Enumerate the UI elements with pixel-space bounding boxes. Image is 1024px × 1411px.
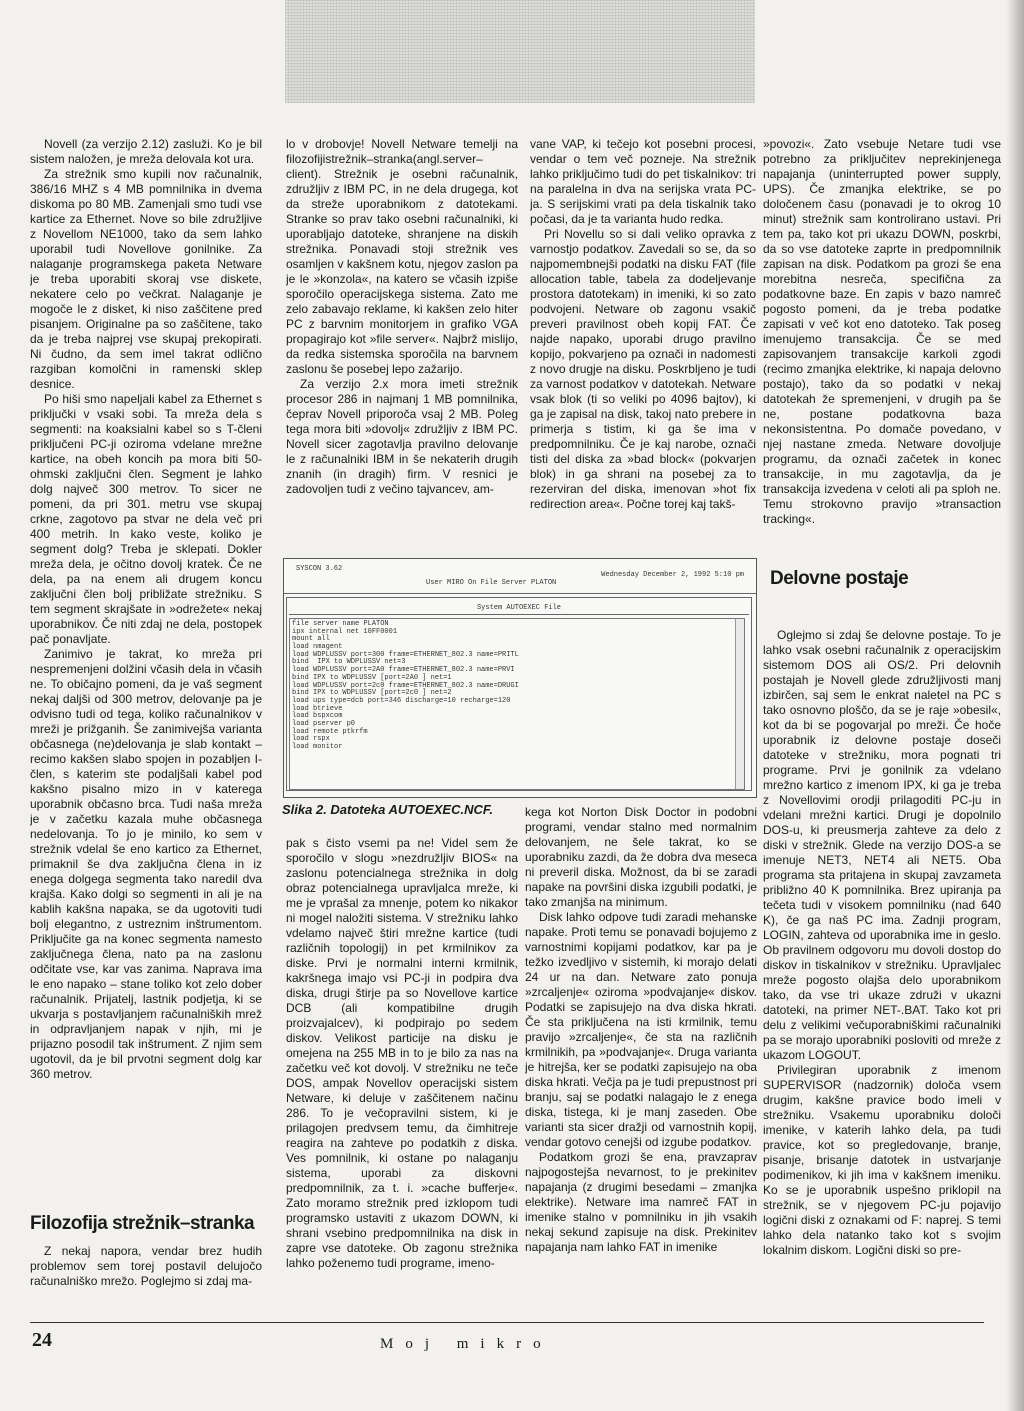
code-line: ipx internal net 10FF0001 <box>292 627 398 636</box>
syscon-date: Wednesday December 2, 1992 5:10 pm <box>601 571 744 579</box>
paragraph: vane VAP, ki tečejo kot posebni procesi, vendar o tem več pozneje. Na strežnik lahko priključimo tudi do pet tiskalnikov: tri na paralelna in dva na serijska vrata PC-ja. S serijskimi vrati pa dela tiskalnik tako počasi, da je ta varianta hudo redka. <box>530 137 756 226</box>
column-3-continued <box>525 805 757 1319</box>
paragraph: pak s čisto vsemi pa ne! Videl sem že sporočilo v slogu »nezdružljiv BIOS« na zaslonu potencialnega strežnika in dolg obraz potencialnega upravljalca mreže, ki me je vprašal za mnenje, potem ko nikakor ni mogel naložiti sistema. V strežniku lahko vdelamo največ štiri mrežne kartice (tudi različnih topologij) in pet krmilnikov za diske. Prvi je normalni interni krmilnik, kakršnega imajo vsi PC-ji in podpira dva diska, drugi štirje pa so Novellove kartice DCB (ali kompatibilne drugih proizvajalcev), ki podpirajo po sedem diskov. Velikost particije na disku je omejena na 255 MB in to je bilo za nas na začetku več kot dovolj. V strežniku ne teče DOS, ampak Novellov operacijski sistem Netware, ki deluje v zaščitenem načinu 286. To je večopravilni sistem, ki je prilagojen predvsem temu, da čimhitreje reagira na zahteve po podatkih z diska. Ves pomnilnik, ki ostane po nalaganju sistema, uporabi za diskovni predpomnilnik, za t. i. »cache bufferje«. Zato moramo strežnik pred izklopom tudi programsko ustaviti z ukazom DOWN, ki shrani vsebino predpomnilnika na disk in zapre vse datoteke. Ob zagonu strežnika lahko poženemo tudi programe, imeno- <box>286 836 518 1270</box>
column-2-continued <box>286 836 518 1319</box>
column-4-continued <box>763 628 1001 1319</box>
figure-caption: Slika 2. Datoteka AUTOEXEC.NCF. <box>282 802 493 817</box>
autoexec-file-window <box>286 597 752 791</box>
paragraph: Za verzijo 2.x mora imeti strežnik procesor 286 in najmanj 1 MB pomnilnika, čeprav Novell priporoča vsaj 2 MB. Poleg tega mora biti »dovolj« združljiv z IBM PC. Novell sicer zagotavlja pravilno delovanje le z računalniki IBM in še nekaterih drugih znanih (in dragih) firm. V resnici je zadovoljen tudi z večino tajvancev, am- <box>286 377 518 496</box>
code-line: load remote ptkrfm <box>292 727 368 736</box>
code-line: load bspxcom <box>292 712 343 721</box>
column-4 <box>763 137 1001 557</box>
paragraph: Privilegiran uporabnik z imenom SUPERVISOR (nadzornik) določa vsem drugim, kakšne pravice bodo imeli v strežniku. Vsakemu uporabniku določi imenike, v katerih lahko dela, pa tudi pravice, kot so pregledovanje, branje, pisanje, brisanje datotek in ustvarjanje podimenikov, ki jih ima v kakšnem imeniku. Ko se je uporabnik uspešno priklopil na strežnik, se v njegovem PC-ju pojavijo logični diski z oznakami od F: naprej. S temi lahko dela natanko tako kot s svojim lokalnim diskom. Logični diski so pre- <box>763 1063 1001 1257</box>
code-line: load monitor <box>292 743 343 751</box>
code-line: bind IPX to WDPLUSSV [port=2A0 ] net=1 <box>292 673 452 682</box>
paragraph: Zanimivo je takrat, ko mreža pri nespremenjeni dolžini včasih dela in včasih ne. To običajno pomeni, da je vaš segment nekaj daljši od 300 metrov, delovanje pa je odvisno tudi od tega, koliko računalnikov v mreži je prižganih. Še zanimivejša varianta občasnega (ne)delovanja je slab kontakt – recimo kakšen slabo spojen in pozabljen I-člen, s katerim ste podaljšali kabel pod kakšno pisalno mizo in v katerega uporabnik občasno brca. Tudi naša mreža je v začetku kazala muhe občasnega nedelovanja. To jo je minilo, ko sem v strežnik vdelal še eno kartico za Ethernet, primaknil še dva zaključna člena in iz enega dolgega segmenta tako naredil dva krajša. Kako dolgi so segmenti in ali je na kablih kakšna napaka, se da ugotoviti tudi bolj elegantno, z ustreznim inštrumentom. Priključite ga na konec segmenta namesto zaključnega člena, nato pa na zaslonu odčitate vse, kar vas zanima. Naprava ima le eno napako – stane toliko kot zelo dober računalnik. Prijatelj, lastnik podjetja, ki se ukvarja s postavljanjem računalniških mrež in odpravljanjem napak v njih, mi je prijazno posodil tak inštrument. Z njim sem ugotovil, da je bil prvotni segment dolg kar 360 metrov. <box>30 647 262 1081</box>
page-number: 24 <box>32 1329 52 1351</box>
paragraph: Z nekaj napora, vendar brez hudih problemov sem torej postavil delujočo računalniško mrežo. Poglejmo si zdaj ma- <box>30 1244 262 1288</box>
syscon-header <box>288 563 748 593</box>
paragraph: Oglejmo si zdaj še delovne postaje. To je lahko vsak osebni računalnik z operacijskim sistemom DOS ali OS/2. Pri delovnih postajah je Novell glede združljivosti manj izbirčen, saj sem le enkrat naletel na PC s tako osnovno ploščo, da se je raje »obesil«, kot da bi se pogovarjal po mreži. Če hoče uporabnik iz delovne postaje doseči datoteke v strežniku, mora pognati tri programe. Prvi je gonilnik za vdelano mrežno kartico z imenom IPX, ki ga je treba z Novellovimi orodji prilagoditi PC-ju in vdelani mrežni kartici. Drugi je dopolnilo DOS-u, ki preusmerja zahteve za delo z diski v strežnik. Glede na verzijo DOS-a se imenuje NET3, NET4 ali NET5. Oba programa sta pritajena in skupaj zavzameta približno 40 K pomnilnika. Brez upiranja pa tečeta tudi v visokem pomnilniku (nad 640 K), če ga naš PC ima. Zadnji program, LOGIN, zahteva od uporabnika ime in geslo. Ob pravilnem odgovoru mu dovoli dostop do diskov in tiskalnikov v strežniku. Upravljalec mreže pogosto olajša delo uporabnikom tako, da vse tri ukaze združi v ukazni datoteki, na primer NET-.BAT. Tako kot pri delu z velikimi večuporabniškimi računalniki pa se morajo uporabniki posloviti od mreže z ukazom LOGOUT. <box>763 628 1001 1062</box>
code-line: file server name PLATON <box>292 620 389 628</box>
paragraph: kega kot Norton Disk Doctor in podobni programi, vendar stalno med normalnim delovanjem, ne šele takrat, ko se uporabniku zazdi, da že dobra dva meseca ni preveril diska. Možnost, da bi se zaradi napake na površini diska izgubili podatki, je tako zmanjša na minimum. <box>525 805 757 909</box>
divider <box>284 593 756 594</box>
footer-rule <box>30 1322 984 1323</box>
section-heading-delovne-postaje: Delovne postaje <box>770 568 909 589</box>
column-3 <box>530 137 756 542</box>
syscon-user: User MIRO On File Server PLATON <box>426 579 557 587</box>
file-window-title: System AUTOEXEC File <box>476 604 561 612</box>
column-1-tail <box>30 1244 262 1324</box>
code-line: load ups type=dcb port=346 discharge=10 recharge=120 <box>292 696 511 705</box>
column-1 <box>30 137 262 1212</box>
paragraph: Novell (za verzijo 2.12) zasluži. Ko je bil sistem naložen, je mreža delovala kot ura. <box>30 137 262 166</box>
paragraph: Podatkom grozi še ena, pravzaprav najpogostejša nevarnost, to je prekinitev napajanja (z drugimi besedami – zmanjka elektrike). Netware ima namreč FAT in imenike stalno v pomnilniku in jih vsakih nekaj sekund zapisuje na disk. Prekinitev napajanja nam lahko FAT in imenike <box>525 1150 757 1254</box>
code-line: load pserver p0 <box>292 719 356 728</box>
section-heading-filozofija: Filozofija strežnik–stranka <box>30 1213 255 1234</box>
magazine-name: Moj mikro <box>380 1336 553 1352</box>
code-line: load WDPLUSSV port=2A0 frame=ETHERNET_802.3 name=PRVI <box>292 666 515 675</box>
code-line: load btrieve <box>292 704 343 713</box>
paragraph: lo v drobovje! Novell Netware temelji na filozofijistrežnik–stranka(angl.server–client). Strežnik je osebni računalnik, združljiv z IBM PC, in ne dela drugega, kot da streže uporabnikom z datotekami. Stranke so prav tako osebni računalniki, ki uporabljajo datoteke, shranjene na diskih strežnika. Ponavadi stoji strežnik ves osamljen v kakšnem kotu, njegov zaslon pa je le »konzola«, na katero se včasih izpiše sporočilo operacijskega sistema. Zato me zelo zabavajo reklame, ki kakšen zelo hiter PC z barvnim monitorjem in grafiko VGA propagirajo kot »file server«. Najbrž mislijo, da redka sistemska sporočila na barvnem zaslonu še posebej lepo zažarijo. <box>286 137 518 376</box>
divider <box>289 614 749 615</box>
code-line: bind IPX to WDPLUSSV net=3 <box>292 658 406 667</box>
code-line: load WDPLUSSV port=300 frame=ETHERNET_802.3 name=PRITL <box>292 650 519 659</box>
page-edge-shadow <box>1006 0 1024 1411</box>
paragraph: Po hiši smo napeljali kabel za Ethernet s priključki v vsaki sobi. Ta mreža dela s segmenti: na koaksialni kabel so s T-členi priključeni PC-ji oziroma vdelane mrežne kartice, na obeh koncih pa mora biti 50-ohmski zaključni člen. Segment je lahko dolg največ 300 metrov. To sicer ne pomeni, da pri 301. metru vse skupaj crkne, zagotovo pa stvar ne dela več pri 400 metrih. In kako veste, koliko je segment dolg? Treba je sklepati. Dokler mreža dela, je očitno dovolj kratek. Če ne dela, pa na enem ali drugem koncu zaključni člen bolj približate strežniku. S tem segment skrajšate in »odrežete« nekaj uporabnikov. Če niti zdaj ne dela, postopek pač ponavljate. <box>30 392 262 646</box>
paragraph: Pri Novellu so si dali veliko opravka z varnostjo podatkov. Zavedali so se, da so najpomembnejši podatki na disku FAT (file allocation table, tabela za dodeljevanje prostora datotekam) in imeniki, ki so zato podvojeni. Netware ob zagonu vsakič preveri pravilnost obeh kopij FAT. Če najde napako, uporabi drugo pravilno kopijo, pokvarjeno pa označi in nadomesti z novo drugje na disku. Poskrbljeno je tudi za varnost podatkov v datotekah. Netware vsak blok (ti so veliki po 4096 bajtov), ki ga je zapisal na disk, takoj nato prebere in primerja s tistim, ki ga še ima v predpomnilniku. Če je kaj narobe, označi tisti del diska za »bad block« (pokvarjen blok) in ga shrani na posebej za to rezerviran del diska, imenovan »hot fix redirection area«. Počne torej kaj takš- <box>530 227 756 511</box>
scrollbar <box>735 619 744 789</box>
syscon-screenshot <box>283 558 757 798</box>
file-lines <box>292 621 732 752</box>
code-line: load nmagent <box>292 643 343 652</box>
code-line: load WDPLUSSV port=2c0 frame=ETHERNET_802.3 name=DRUGI <box>292 681 519 690</box>
top-photo-block <box>285 0 755 103</box>
syscon-version: SYSCON 3.62 <box>296 565 343 573</box>
code-line: load rspx <box>292 735 330 744</box>
paragraph: Disk lahko odpove tudi zaradi mehanske napake. Proti temu se ponavadi bojujemo z varnostnimi kopijami podatkov, kar pa je težko izvedljivo v sistemih, ki morajo delati 24 ur na dan. Netware zato ponuja »zrcaljenje« oziroma »podvajanje« diskov. Podatki se zapisujejo na dva diska hkrati. Če sta priključena na isti krmilnik, temu pravijo »zrcaljenje«, če sta na različnih krmilnikih, pa »podvajanje«. Druga varianta je hitrejša, ker se podatki zapisujejo na oba diska hkrati. Večja pa je tudi prepustnost pri branju, saj se podatki nalagajo le z enega diska, tistega, ki je manj zaseden. Obe varianti sta sicer dražji od varnostnih kopij, vendar gotovo cenejši od izgube podatkov. <box>525 910 757 1149</box>
column-2 <box>286 137 518 542</box>
paragraph: Za strežnik smo kupili nov računalnik, 386/16 MHZ s 4 MB pomnilnika in dvema diskoma po 80 MB. Zamenjali smo tudi vse kartice za Ethernet. Nove so bile združljive z Novellom NE1000, tako da sem lahko uporabil tudi Novellove gonilnike. Za nalaganje programskega paketa Netware je treba uporabiti skoraj vse diskete, nekatere celo po večkrat. Nalaganje je mogoče le z disket, ki niso zaščitene pred pisanjem. Originalne pa so zaščitene, tako da je treba najprej vse skupaj prekopirati. Ni čudno, da sem imel takrat odlično razgiban komolčni in ramenski sklep desnice. <box>30 167 262 391</box>
file-content-area <box>289 618 745 790</box>
code-line: bind IPX to WDPLUSSV [port=2c0 ] net=2 <box>292 689 452 698</box>
paragraph: »povozi«. Zato vsebuje Netare tudi vse potrebno za priključitev neprekinjenega napajanja (uninterrupted power supply, UPS). Če zmanjka elektrike, se po določenem času (ponavadi je to okrog 10 minut) strežnik sam kontrolirano ustavi. Pri tem pa, tako kot pri ukazu DOWN, poskrbi, da so vse datoteke zaprte in predpomnilnik zapisan na disk. Podatkom pa grozi še ena morebitna nesreča, specifična za podatkovne baze. En zapis v bazo namreč pogosto pomeni, da je treba podatke zapisati v več kot eno datoteko. Tak poseg imenujemo transakcija. Če se med zapisovanjem transakcije karkoli zgodi (recimo zmanjka elektrike, ki napaja delovno postajo), tako da so podatki v nekaj datotekah že spremenjeni, v drugih pa še ne, postane podatkovna baza nekonsistentna. Po domače povedano, v njej nastane zmeda. Netware dovoljuje programu, da označi začetek in konec transakcije, in mu zagotavlja, da je transakcija izvedena v celoti ali pa sploh ne. Temu strokovno pravijo »transaction tracking«. <box>763 137 1001 526</box>
code-line: mount all <box>292 635 330 644</box>
